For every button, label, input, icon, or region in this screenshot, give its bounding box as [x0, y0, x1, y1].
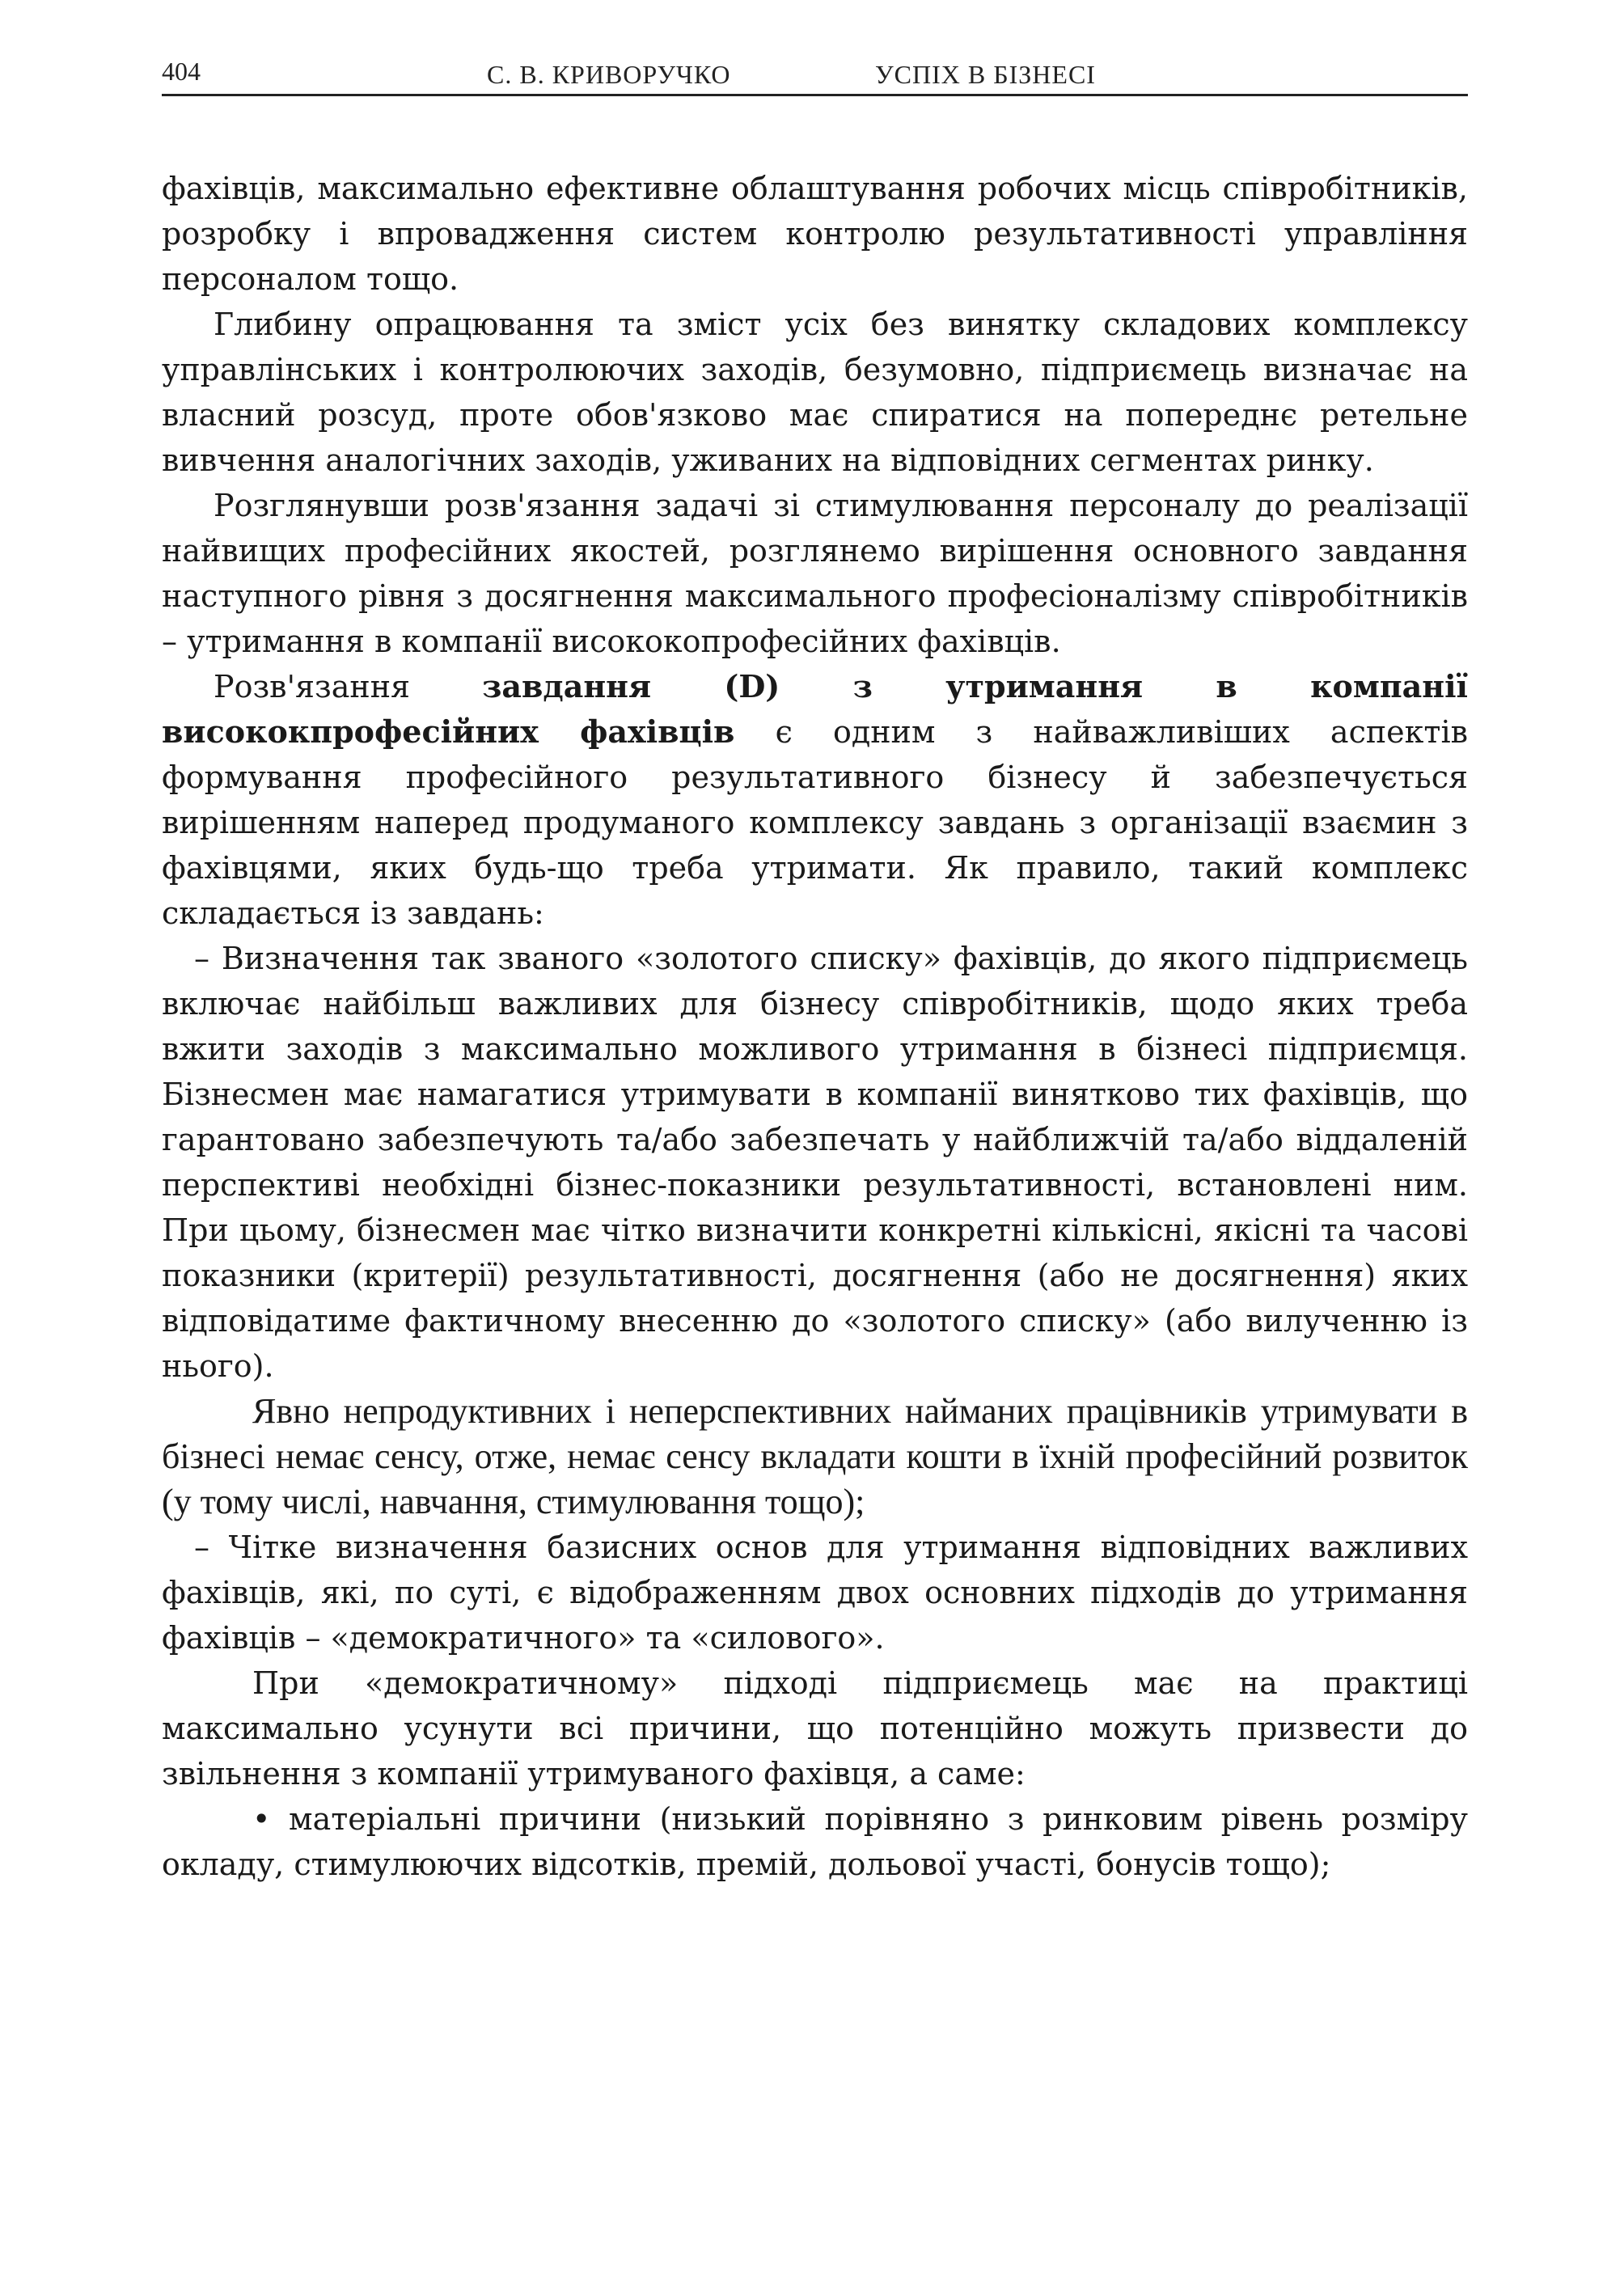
- paragraph-2: Глибину опрацювання та зміст усіх без винятку складових комплексу управлінських і контролюючих заходів, безумовно, підприємець визначає на власний розсуд, проте обов'язково має спиратися на попереднє ретельне вивчення аналогічних заходів, уживаних на відповідних сегментах ринку.: [162, 307, 1468, 478]
- paragraph-3: Розглянувши розв'язання задачі зі стимулювання персоналу до реалізації найвищих професійних якостей, розглянемо вирішення основного завдання наступного рівня з досягнення максимального професіоналізму співробітників – утримання в компанії висококопрофесійних фахівців.: [162, 488, 1468, 659]
- paragraph-4-bold: завдання (D) з утримання в компанії висококпрофесійних фахівців: [162, 668, 1468, 750]
- list-item-retention-basis: – Чітке визначення базисних основ для утримання відповідних важливих фахівців, які, по суті, є відображенням двох основних підходів до утримання фахівців – «демократичного» та «силового».: [162, 1529, 1468, 1656]
- paragraph-4: [162, 664, 1468, 936]
- running-header: [162, 52, 1468, 96]
- header-author: С. В. КРИВОРУЧКО: [487, 60, 731, 89]
- paragraph-4-start: Розв'язання: [214, 669, 483, 704]
- header-book-title: УСПІХ В БІЗНЕСІ: [875, 60, 1096, 89]
- page-number: 404: [162, 57, 201, 86]
- bullet-item-material-reasons: • матеріальні причини (низький порівняно з ринковим рівень розміру окладу, стимулюючих відсотків, премій, дольової участі, бонусів тощо);: [162, 1801, 1468, 1882]
- paragraph-8: При «демократичному» підході підприємець має на практиці максимально усунути всі причини, що потенційно можуть призвести до звільнення з компанії утримуваного фахівця, а саме:: [162, 1665, 1468, 1792]
- paragraph-6: Явно непродуктивних і неперспективних найманих працівників утримувати в бізнесі немає сенсу, отже, немає сенсу вкладати кошти в їхній професійний розвиток (у тому числі, навчання, стимулювання тощо);: [162, 1391, 1468, 1521]
- paragraph-4-end: є одним з найважливіших аспектів формування професійного результативного бізнесу й забезпечується вирішенням наперед продуманого комплексу завдань з організації взаємин з фахівцями, яких будь-що треба утримати. Як правило, такий комплекс складається із завдань:: [162, 714, 1468, 931]
- document-page: [162, 0, 1468, 2293]
- list-item-golden-list: – Визначення так званого «золотого списку» фахівців, до якого підприємець включає найбільш важливих для бізнесу співробітників, щодо яких треба вжити заходів з максимально можливого утримання в бізнесі підприємця. Бізнесмен має намагатися утримувати в компанії винятково тих фахівців, що гарантовано забезпечують та/або забезпечать у найближчій та/або віддаленій перспективі необхідні бізнес-показники результативності, встановлені ним. При цьому, бізнесмен має чітко визначити конкретні кількісні, якісні та часові показники (критерії) результативності, досягнення (або не досягнення) яких відповідатиме фактичному внесенню до «золотого списку» (або вилученню із нього).: [162, 941, 1468, 1384]
- paragraph-1: фахівців, максимально ефективне облаштування робочих місць співробітників, розробку і впровадження систем контролю результативності управління персоналом тощо.: [162, 171, 1468, 297]
- body-text: [162, 166, 1468, 1887]
